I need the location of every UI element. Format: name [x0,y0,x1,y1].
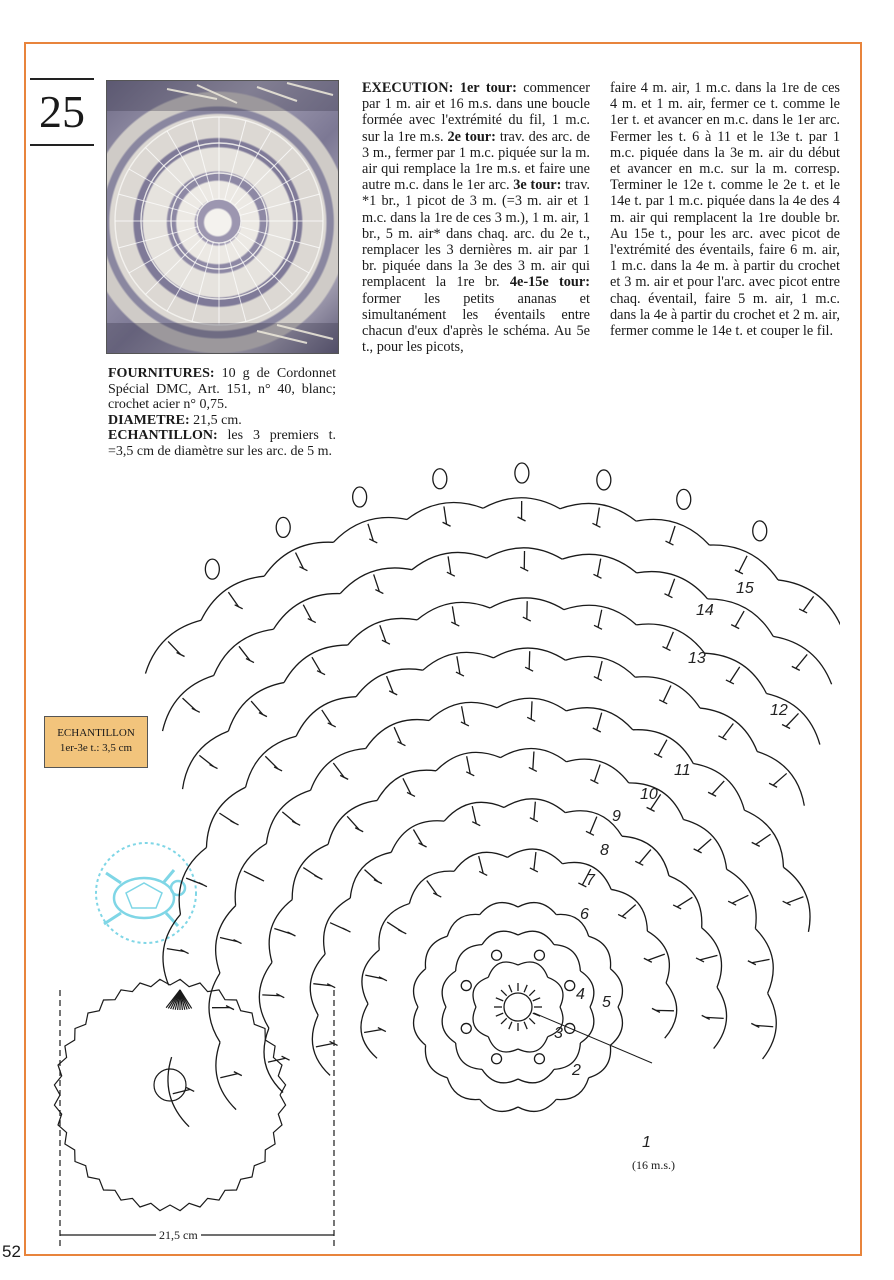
execution-column-2: faire 4 m. air, 1 m.c. dans la 1re de ces 4 m. et 1 m. air, fermer ce t. comme le 1er t. et avancer en m.c. dans le 1er arc. Fermer les t. 6 à 11 et le 13e t. par 1 m.c. piquée dans la 3e m. air du début et avancer en m.c. sur la m. corresp. Terminer le 12e t. comme le 2e t. et le 14e t. par 1 m.c. piquée dans la 4e des 4 m. air qui remplacent la 1re double br. Au 15e t., pour les arc. avec picot de l'extrémité des éventails, faire 6 m. air, 1 m.c. dans la 4e m. à partir du crochet et 3 m. air et pour l'arc. avec picot entre chaq. éventail, faire 5 m. air, 1 m.c. dans la 4e à partir du crochet et 2 m. air, fermer comme le 14e t. et couper le fil. [610,80,840,340]
round-label: 13 [688,650,706,667]
exec-text-1: commencer par 1 m. air et 16 m.s. dans une boucle formée avec l'extrémité du fil, 1 m.c. sur la 1re m.s. [362,80,590,145]
fournitures-label: FOURNITURES: [108,366,215,381]
round-label: 8 [600,842,609,859]
round-label: 4 [576,986,585,1003]
exec-text-4: former les petits ananas et simultanément les éventails entre chacun d'eux d'après le schéma. Au 5e t., pour les picots, [362,290,590,356]
diameter-label: 21,5 cm [156,1228,201,1243]
exec-text-2: trav. des arc. de 3 m., fermer par 1 m.c. piquée sur la m. air qui remplace la 1re m.s. et faire une autre m.c. dans le 1er arc. [362,128,590,194]
doily-photo-pattern [107,81,338,353]
page-number: 52 [2,1242,21,1261]
sample-box-title: ECHANTILLON [57,727,135,739]
doily-schematic [50,950,350,1250]
round-label: 3 [554,1025,563,1042]
sample-box-text: 1er-3e t.: 3,5 cm [59,742,133,754]
sample-size-box [44,716,148,768]
round-label: 1 [642,1134,651,1151]
exec-text-3: trav. *1 br., 1 picot de 3 m. (=3 m. air et 1 m.c. dans la 1re de ces 3 m.), 1 m. air, 1 br., 5 m. air* dans chaq. arc. du 2e t., remplacer les 3 dernières m. air par 1 br. piquée dans la 3e des 3 m. air qui remplacent la 1re br. [362,177,590,291]
round-label: 12 [770,702,788,719]
diametre-text: 21,5 cm. [193,412,242,428]
fournitures-text: 10 g de Cordonnet Spécial DMC, Art. 151, n° 40, blanc; crochet acier n° 0,75. [108,366,336,413]
echantillon-text: les 3 premiers t. =3,5 cm de diamètre sur les arc. de 5 m. [108,428,337,459]
round-label: 15 [736,580,754,597]
exec-label-3: 3e tour: [513,177,562,194]
round-label: 14 [696,602,714,619]
round-label: 2 [572,1062,581,1079]
round-label: 9 [612,808,621,825]
round-label: 6 [580,906,589,923]
round-label: 10 [640,786,658,803]
round-label: 7 [586,872,595,889]
doily-photo [106,80,339,354]
exec-label-2: 2e tour: [447,128,496,145]
round-label: 11 [674,762,691,779]
exec-label-4: 4e-15e tour: [509,274,590,291]
start-note: (16 m.s.) [632,1158,675,1172]
pattern-number: 25 [30,78,94,146]
echantillon-label: ECHANTILLON: [108,428,218,444]
execution-column-1 [362,80,590,355]
diametre-label: DIAMETRE: [108,412,190,428]
exec-label-1: EXECUTION: 1er tour: [362,80,517,96]
round-label: 5 [602,994,611,1011]
